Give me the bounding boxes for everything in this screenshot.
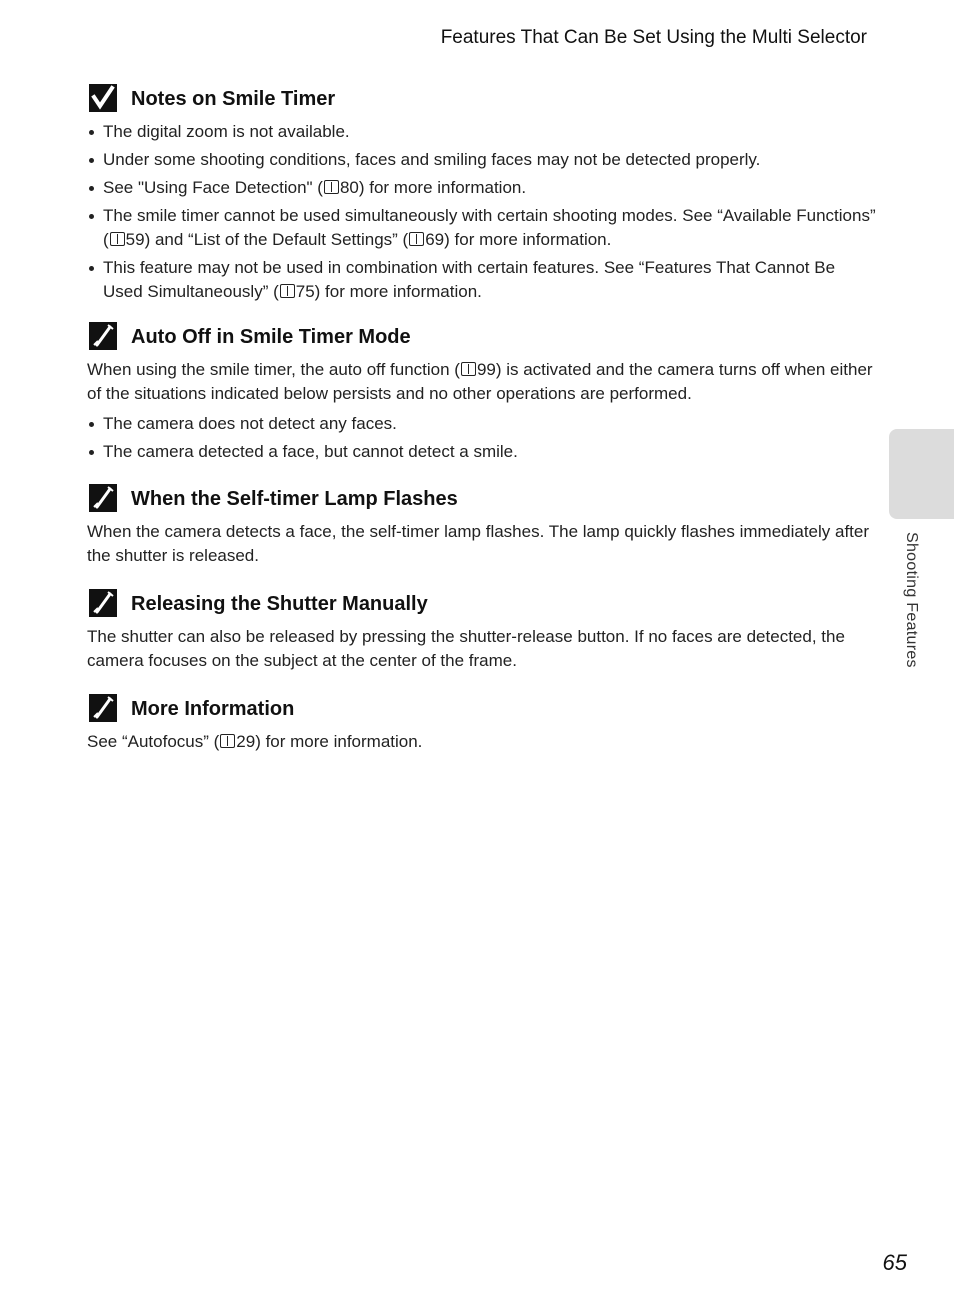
- section-paragraph: When the camera detects a face, the self-timer lamp flashes. The lamp quickly flashes immediately after the shutter is released.: [87, 522, 870, 565]
- page-number: 65: [882, 1250, 907, 1275]
- bullet-list: [87, 412, 877, 464]
- section-paragraph: When using the smile timer, the auto off function ( 99) is activated and the camera turns off when either of the situations indicated below persists and no other operations are performed.: [87, 360, 873, 403]
- pencil-note-icon: [89, 694, 117, 722]
- book-ref-icon: [110, 232, 125, 246]
- check-note-icon: [89, 84, 117, 112]
- list-item: The camera does not detect any faces.: [87, 412, 877, 436]
- running-header: Features That Can Be Set Using the Multi Selector: [440, 27, 867, 48]
- book-ref-icon: [220, 734, 235, 748]
- section-title: Auto Off in Smile Timer Mode: [131, 325, 411, 348]
- list-item: Under some shooting conditions, faces and smiling faces may not be detected properly.: [87, 148, 877, 172]
- section-title: When the Self-timer Lamp Flashes: [131, 487, 458, 510]
- book-ref-icon: [409, 232, 424, 246]
- section-heading: [87, 84, 877, 114]
- pencil-note-icon: [89, 322, 117, 350]
- section-auto-off: [87, 322, 877, 468]
- section-heading: [87, 322, 877, 352]
- book-ref-icon: [280, 284, 295, 298]
- chapter-label: [896, 532, 920, 692]
- list-item: This feature may not be used in combination with certain features. See “Features That Cannot Be Used Simultaneously” ( 75) for more information.: [87, 256, 877, 304]
- section-notes-smile-timer: [87, 84, 877, 308]
- section-self-timer-lamp: [87, 484, 877, 568]
- section-heading: [87, 484, 877, 514]
- chapter-label-text: Shooting Features: [903, 532, 920, 668]
- list-item: See "Using Face Detection" ( 80) for more information.: [87, 176, 877, 200]
- section-heading: [87, 694, 877, 724]
- section-more-information: [87, 694, 877, 754]
- book-ref-icon: [461, 362, 476, 376]
- list-item: The digital zoom is not available.: [87, 120, 877, 144]
- section-title: More Information: [131, 697, 295, 720]
- section-paragraph: See “Autofocus” ( 29) for more information.: [87, 732, 423, 751]
- section-title: Releasing the Shutter Manually: [131, 592, 428, 615]
- pencil-note-icon: [89, 484, 117, 512]
- pencil-note-icon: [89, 589, 117, 617]
- bullet-list: [87, 120, 877, 304]
- section-title: Notes on Smile Timer: [131, 87, 336, 110]
- chapter-tab: [889, 429, 954, 519]
- section-heading: [87, 589, 877, 619]
- list-item: The camera detected a face, but cannot detect a smile.: [87, 440, 877, 464]
- section-release-shutter: [87, 589, 877, 673]
- book-ref-icon: [324, 180, 339, 194]
- list-item: The smile timer cannot be used simultaneously with certain shooting modes. See “Available Functions” ( 59) and “List of the Default Settings” ( 69) for more information.: [87, 204, 877, 252]
- section-paragraph: The shutter can also be released by pressing the shutter-release button. If no faces are detected, the camera focuses on the subject at the center of the frame.: [87, 627, 845, 670]
